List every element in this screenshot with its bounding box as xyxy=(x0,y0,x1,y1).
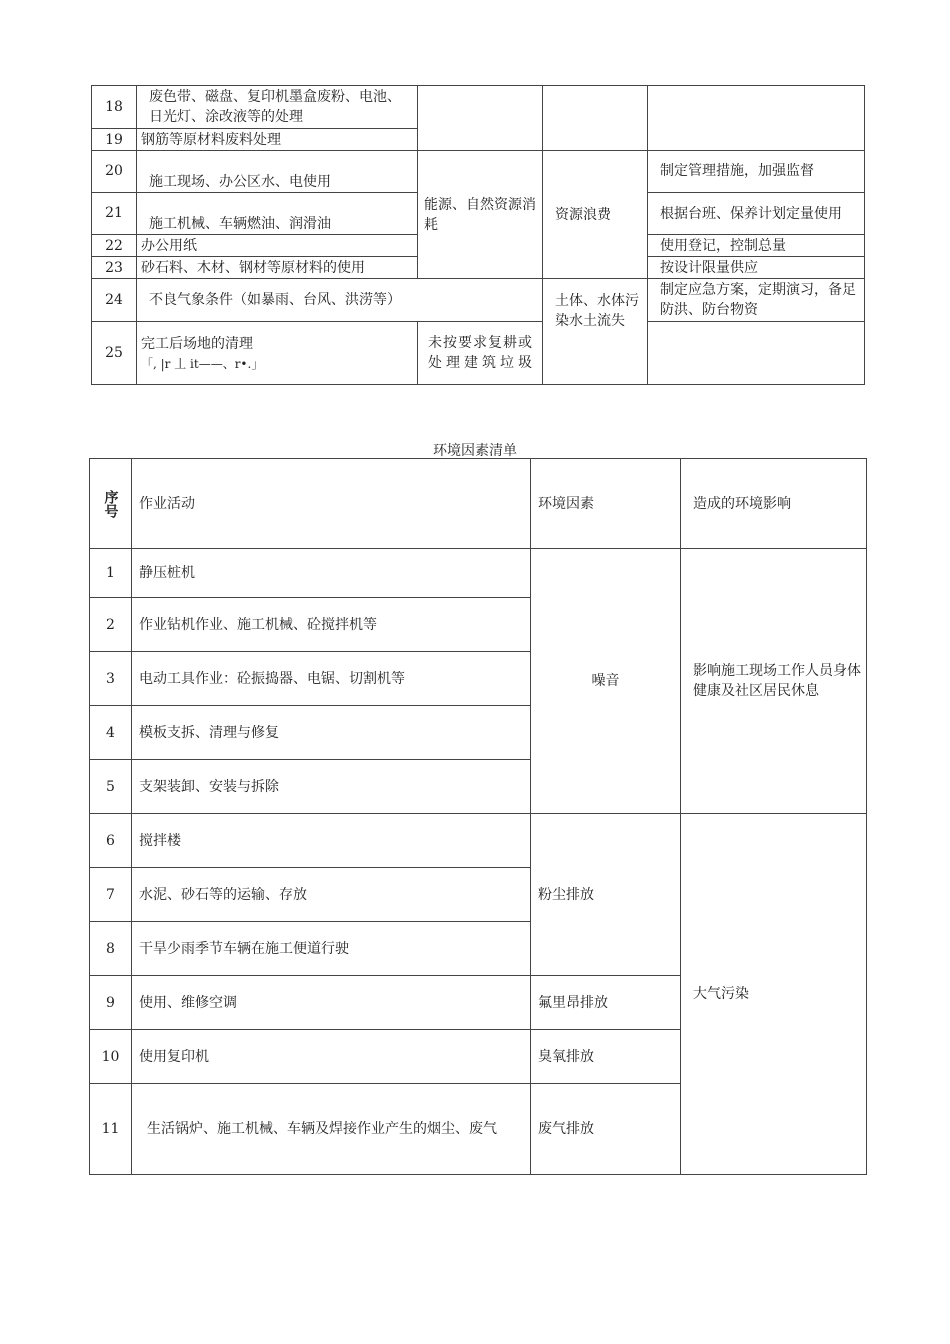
activity-text: 完工后场地的清理 xyxy=(141,336,253,352)
impact-resource-cell: 资源浪费 xyxy=(543,151,648,279)
activity-cell: 支架装卸、安装与拆除 xyxy=(132,760,531,814)
row-number: 11 xyxy=(90,1084,132,1175)
environment-table-continued xyxy=(91,85,865,385)
factor-cell: 氟里昂排放 xyxy=(531,976,681,1030)
measure-cell: 按设计限量供应 xyxy=(648,257,865,279)
activity-cell: 不良气象条件（如暴雨、台风、洪涝等） xyxy=(137,279,543,322)
activity-cell: 办公用纸 xyxy=(137,235,418,257)
table-caption: 环境因素清单 xyxy=(433,443,517,459)
activity-cell: 干旱少雨季节车辆在施工便道行驶 xyxy=(132,922,531,976)
factor-noise-cell: 噪音 xyxy=(531,549,681,814)
row-number: 22 xyxy=(92,235,137,257)
row-number: 8 xyxy=(90,922,132,976)
table-row xyxy=(92,151,865,193)
row-number: 21 xyxy=(92,193,137,235)
table-row xyxy=(92,279,865,322)
row-number: 5 xyxy=(90,760,132,814)
row-number: 6 xyxy=(90,814,132,868)
row-number: 1 xyxy=(90,549,132,598)
row-number: 19 xyxy=(92,129,137,151)
activity-cell: 施工机械、车辆燃油、润滑油 xyxy=(137,193,418,235)
activity-cell: 静压桩机 xyxy=(132,549,531,598)
row-number: 20 xyxy=(92,151,137,193)
activity-cell: 废色带、磁盘、复印机墨盒废粉、电池、日光灯、涂改液等的处理 xyxy=(137,86,418,129)
row-number: 9 xyxy=(90,976,132,1030)
activity-cell xyxy=(137,322,418,385)
table-header-row xyxy=(90,459,867,549)
impact-cell xyxy=(543,86,648,151)
measure-cell xyxy=(648,86,865,151)
row-number: 2 xyxy=(90,598,132,652)
factor-cell xyxy=(418,86,543,151)
header-impact: 造成的环境影响 xyxy=(681,459,867,549)
row-number: 24 xyxy=(92,279,137,322)
table-row xyxy=(90,549,867,598)
factor-dust-cell: 粉尘排放 xyxy=(531,814,681,976)
activity-cell: 生活锅炉、施工机械、车辆及焊接作业产生的烟尘、废气 xyxy=(132,1084,531,1175)
factor-energy-cell: 能源、自然资源消耗 xyxy=(418,151,543,279)
row-number: 4 xyxy=(90,706,132,760)
environment-factor-list-table xyxy=(89,458,867,1175)
measure-cell xyxy=(648,322,865,385)
measure-cell: 制定应急方案，定期演习，备足防洪、防台物资 xyxy=(648,279,865,322)
activity-cell: 水泥、砂石等的运输、存放 xyxy=(132,868,531,922)
activity-cell: 搅拌楼 xyxy=(132,814,531,868)
table-row xyxy=(92,322,865,385)
activity-cell: 作业钻机作业、施工机械、砼搅拌机等 xyxy=(132,598,531,652)
table-row xyxy=(90,814,867,868)
impact-soil-cell: 土体、水体污染水土流失 xyxy=(543,279,648,385)
impact-air-cell: 大气污染 xyxy=(681,814,867,1175)
header-factor: 环境因素 xyxy=(531,459,681,549)
row-number: 7 xyxy=(90,868,132,922)
table-row xyxy=(92,86,865,129)
activity-cell: 使用、维修空调 xyxy=(132,976,531,1030)
activity-cell: 使用复印机 xyxy=(132,1030,531,1084)
factor-cell: 未按要求复耕或处理建筑垃圾 xyxy=(418,322,543,385)
row-number: 23 xyxy=(92,257,137,279)
factor-cell: 臭氧排放 xyxy=(531,1030,681,1084)
activity-cell: 模板支拆、清理与修复 xyxy=(132,706,531,760)
measure-cell: 使用登记，控制总量 xyxy=(648,235,865,257)
row-number: 25 xyxy=(92,322,137,385)
row-number: 3 xyxy=(90,652,132,706)
measure-cell: 根据台班、保养计划定量使用 xyxy=(648,193,865,235)
activity-cell: 钢筋等原材料废料处理 xyxy=(137,129,418,151)
row-number: 18 xyxy=(92,86,137,129)
measure-cell: 制定管理措施，加强监督 xyxy=(648,151,865,193)
row-number: 10 xyxy=(90,1030,132,1084)
activity-cell: 电动工具作业：砼振捣器、电锯、切割机等 xyxy=(132,652,531,706)
factor-cell: 废气排放 xyxy=(531,1084,681,1175)
activity-extra-text: 「, |r 丄 it——、r•.」 xyxy=(141,357,264,371)
impact-noise-cell: 影响施工现场工作人员身体健康及社区居民休息 xyxy=(681,549,867,814)
activity-cell: 施工现场、办公区水、电使用 xyxy=(137,151,418,193)
header-seq: 序号 xyxy=(90,459,132,549)
activity-cell: 砂石料、木材、钢材等原材料的使用 xyxy=(137,257,418,279)
header-activity: 作业活动 xyxy=(132,459,531,549)
